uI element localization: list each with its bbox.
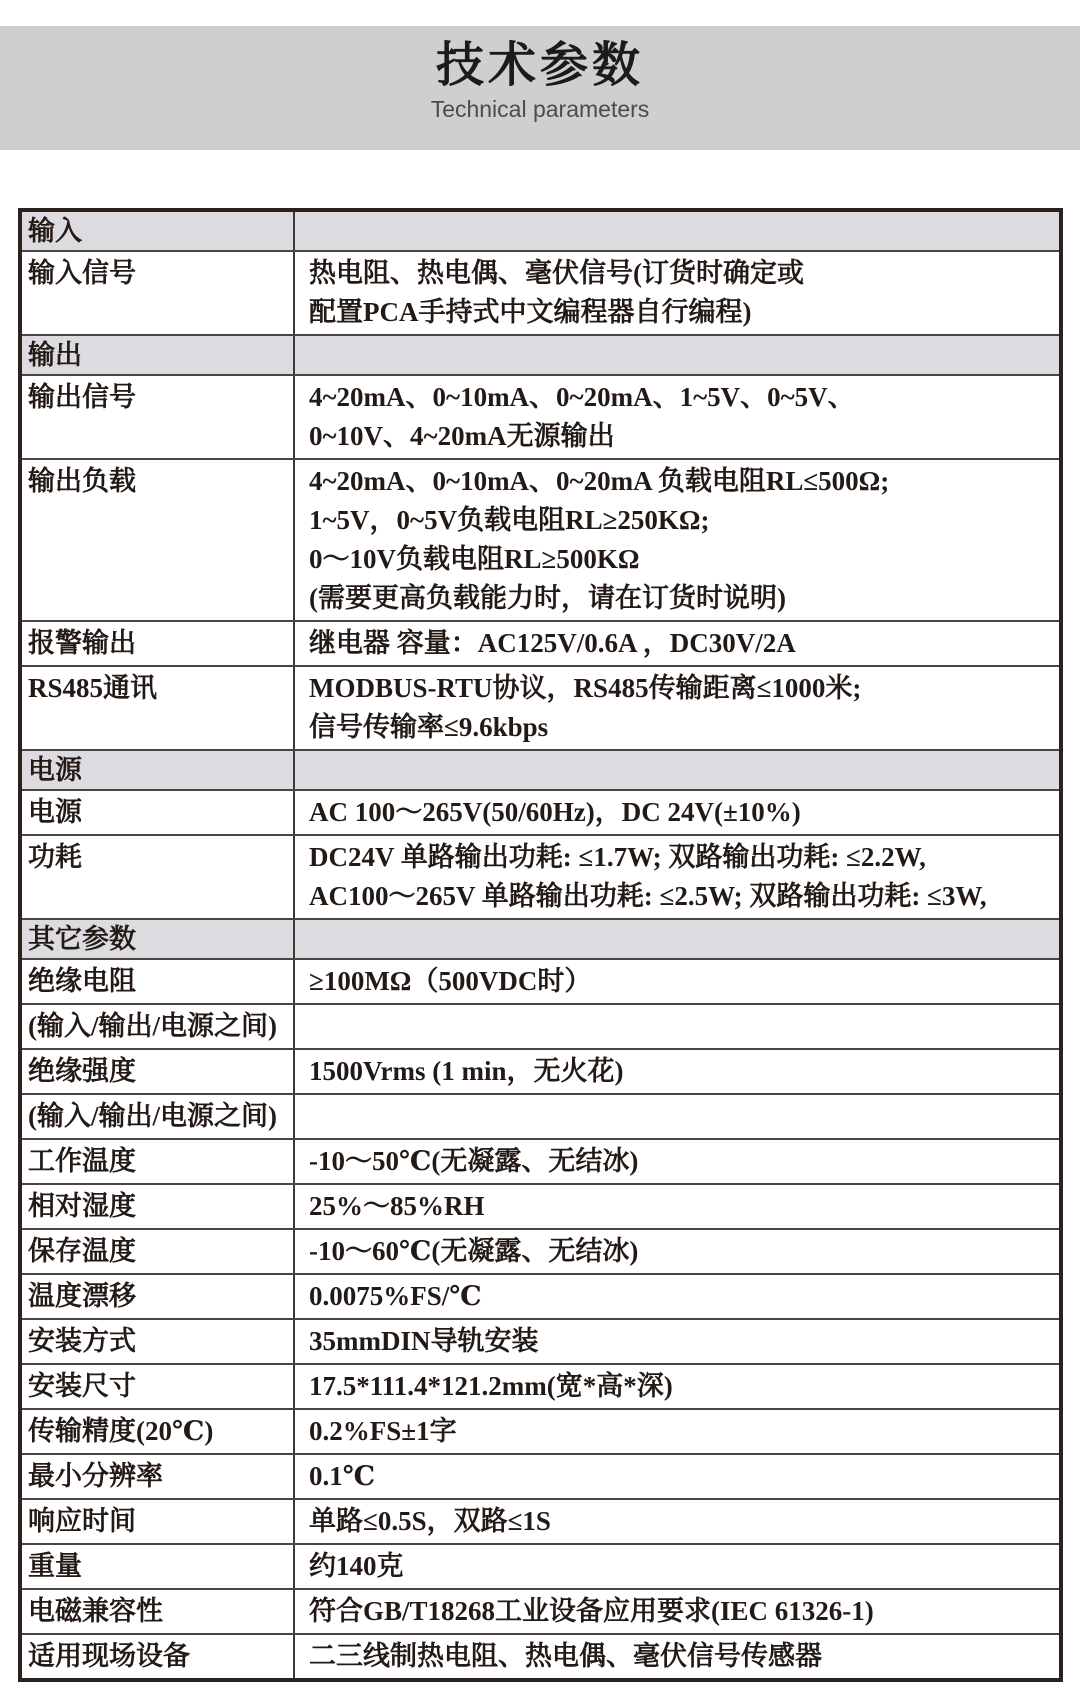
param-label-cell: 安装方式 <box>22 1320 295 1363</box>
section-row <box>22 212 1059 252</box>
param-value-cell <box>295 1635 1059 1678</box>
param-label-cell: 适用现场设备 <box>22 1635 295 1678</box>
param-value-cell <box>295 1005 1059 1048</box>
param-label-cell: 传输精度(20℃) <box>22 1410 295 1453</box>
table-row <box>22 252 1059 336</box>
table-row <box>22 1545 1059 1590</box>
param-value-line: ≥100MΩ（500VDC时） <box>309 966 592 996</box>
page-subtitle: Technical parameters <box>430 96 650 122</box>
table-row <box>22 1095 1059 1140</box>
param-value-cell <box>295 1455 1059 1498</box>
param-label-cell: 其它参数 <box>22 920 295 958</box>
param-value-line: AC100～265V 单路输出功耗: ≤2.5W; 双路输出功耗: ≤3W, <box>309 881 987 911</box>
param-label-cell: 功耗 <box>22 836 295 918</box>
param-value-line: DC24V 单路输出功耗: ≤1.7W; 双路输出功耗: ≤2.2W, <box>309 842 926 872</box>
table-row <box>22 1230 1059 1275</box>
param-label-cell: 输出信号 <box>22 376 295 458</box>
param-value-line: MODBUS-RTU协议，RS485传输距离≤1000米; <box>309 673 862 703</box>
table-row <box>22 836 1059 920</box>
param-label-cell: 保存温度 <box>22 1230 295 1273</box>
table-row <box>22 1275 1059 1320</box>
param-value-cell <box>295 751 1059 789</box>
param-value-cell <box>295 1275 1059 1318</box>
param-label-cell: 电源 <box>22 751 295 789</box>
param-value-cell <box>295 667 1059 749</box>
param-value-cell <box>295 1590 1059 1633</box>
section-row <box>22 336 1059 376</box>
param-value-line: 0.0075%FS/℃ <box>309 1281 482 1311</box>
table-row <box>22 1500 1059 1545</box>
param-value-cell <box>295 1320 1059 1363</box>
param-value-line <box>309 1097 1055 1136</box>
param-value-line: 4~20mA、0~10mA、0~20mA 负载电阻RL≤500Ω; <box>309 466 890 496</box>
param-value-cell <box>295 1410 1059 1453</box>
param-label-cell: 最小分辨率 <box>22 1455 295 1498</box>
param-value-cell <box>295 1230 1059 1273</box>
param-label-cell: 输入 <box>22 212 295 250</box>
param-label-cell: 相对湿度 <box>22 1185 295 1228</box>
param-label-cell: RS485通讯 <box>22 667 295 749</box>
table-row <box>22 791 1059 836</box>
param-value-line: -10～60℃(无凝露、无结冰) <box>309 1236 639 1266</box>
table-row <box>22 1635 1059 1678</box>
param-value-line: 继电器 容量：AC125V/0.6A ，DC30V/2A <box>309 628 796 658</box>
table-row <box>22 1005 1059 1050</box>
title-band <box>0 26 1080 150</box>
table-row <box>22 667 1059 751</box>
param-label-cell: 温度漂移 <box>22 1275 295 1318</box>
param-value-line: 1500Vrms (1 min，无火花) <box>309 1056 624 1086</box>
param-value-line <box>309 1007 1055 1046</box>
param-value-line: 0.1℃ <box>309 1461 376 1491</box>
table-row <box>22 1185 1059 1230</box>
page-title: 技术参数 <box>435 39 644 92</box>
param-label-cell: 响应时间 <box>22 1500 295 1543</box>
table-row <box>22 460 1059 622</box>
param-label-cell: 输出负载 <box>22 460 295 620</box>
param-value-line: 单路≤0.5S，双路≤1S <box>309 1506 551 1536</box>
table-row <box>22 622 1059 667</box>
param-value-cell <box>295 791 1059 834</box>
section-row <box>22 751 1059 791</box>
param-value-line: 1~5V，0~5V负载电阻RL≥250KΩ; <box>309 505 710 535</box>
param-value-line: 25%～85%RH <box>309 1191 485 1221</box>
param-value-cell <box>295 212 1059 250</box>
param-value-cell <box>295 252 1059 334</box>
param-value-line: 4~20mA、0~10mA、0~20mA、1~5V、0~5V、 <box>309 382 855 412</box>
param-value-line: 热电阻、热电偶、毫伏信号(订货时确定或 <box>309 258 804 288</box>
param-value-line: 0~10V、4~20mA无源输出 <box>309 421 615 451</box>
param-value-line: 35mmDIN导轨安装 <box>309 1326 539 1356</box>
param-value-cell <box>295 1095 1059 1138</box>
table-row <box>22 1050 1059 1095</box>
param-value-cell <box>295 622 1059 665</box>
param-value-cell <box>295 336 1059 374</box>
param-value-line: 信号传输率≤9.6kbps <box>309 712 549 742</box>
param-label-cell: 工作温度 <box>22 1140 295 1183</box>
param-value-cell <box>295 460 1059 620</box>
param-label-cell: 电源 <box>22 791 295 834</box>
param-label-cell: 电磁兼容性 <box>22 1590 295 1633</box>
param-label-cell: (输入/输出/电源之间) <box>22 1005 295 1048</box>
param-value-line: (需要更高负载能力时，请在订货时说明) <box>309 583 786 613</box>
spec-table <box>18 208 1063 1682</box>
param-label-cell: 安装尺寸 <box>22 1365 295 1408</box>
param-value-line: 0.2%FS±1字 <box>309 1416 457 1446</box>
param-value-line: 约140克 <box>309 1551 404 1581</box>
param-value-line: 0～10V负载电阻RL≥500KΩ <box>309 544 640 574</box>
table-row <box>22 1140 1059 1185</box>
param-value-line: 二三线制热电阻、热电偶、毫伏信号传感器 <box>309 1641 822 1671</box>
param-value-line: 配置PCA手持式中文编程器自行编程) <box>309 297 752 327</box>
section-row <box>22 920 1059 960</box>
param-value-cell <box>295 1140 1059 1183</box>
param-value-cell <box>295 1545 1059 1588</box>
param-label-cell: 绝缘强度 <box>22 1050 295 1093</box>
param-value-cell <box>295 920 1059 958</box>
param-value-cell <box>295 376 1059 458</box>
param-value-cell <box>295 836 1059 918</box>
table-row <box>22 1410 1059 1455</box>
param-value-line: 17.5*111.4*121.2mm(宽*高*深) <box>309 1371 673 1401</box>
param-label-cell: 绝缘电阻 <box>22 960 295 1003</box>
param-value-cell <box>295 1365 1059 1408</box>
table-row <box>22 960 1059 1005</box>
table-row <box>22 1365 1059 1410</box>
param-value-line: -10～50℃(无凝露、无结冰) <box>309 1146 639 1176</box>
param-value-cell <box>295 1500 1059 1543</box>
param-value-cell <box>295 960 1059 1003</box>
table-row <box>22 1320 1059 1365</box>
param-value-line: 符合GB/T18268工业设备应用要求(IEC 61326-1) <box>309 1596 874 1626</box>
param-label-cell: 重量 <box>22 1545 295 1588</box>
table-row <box>22 376 1059 460</box>
table-row <box>22 1455 1059 1500</box>
param-value-cell <box>295 1185 1059 1228</box>
table-row <box>22 1590 1059 1635</box>
param-label-cell: 输入信号 <box>22 252 295 334</box>
param-label-cell: 报警输出 <box>22 622 295 665</box>
param-value-cell <box>295 1050 1059 1093</box>
param-label-cell: (输入/输出/电源之间) <box>22 1095 295 1138</box>
param-label-cell: 输出 <box>22 336 295 374</box>
param-value-line: AC 100～265V(50/60Hz)，DC 24V(±10%) <box>309 797 801 827</box>
